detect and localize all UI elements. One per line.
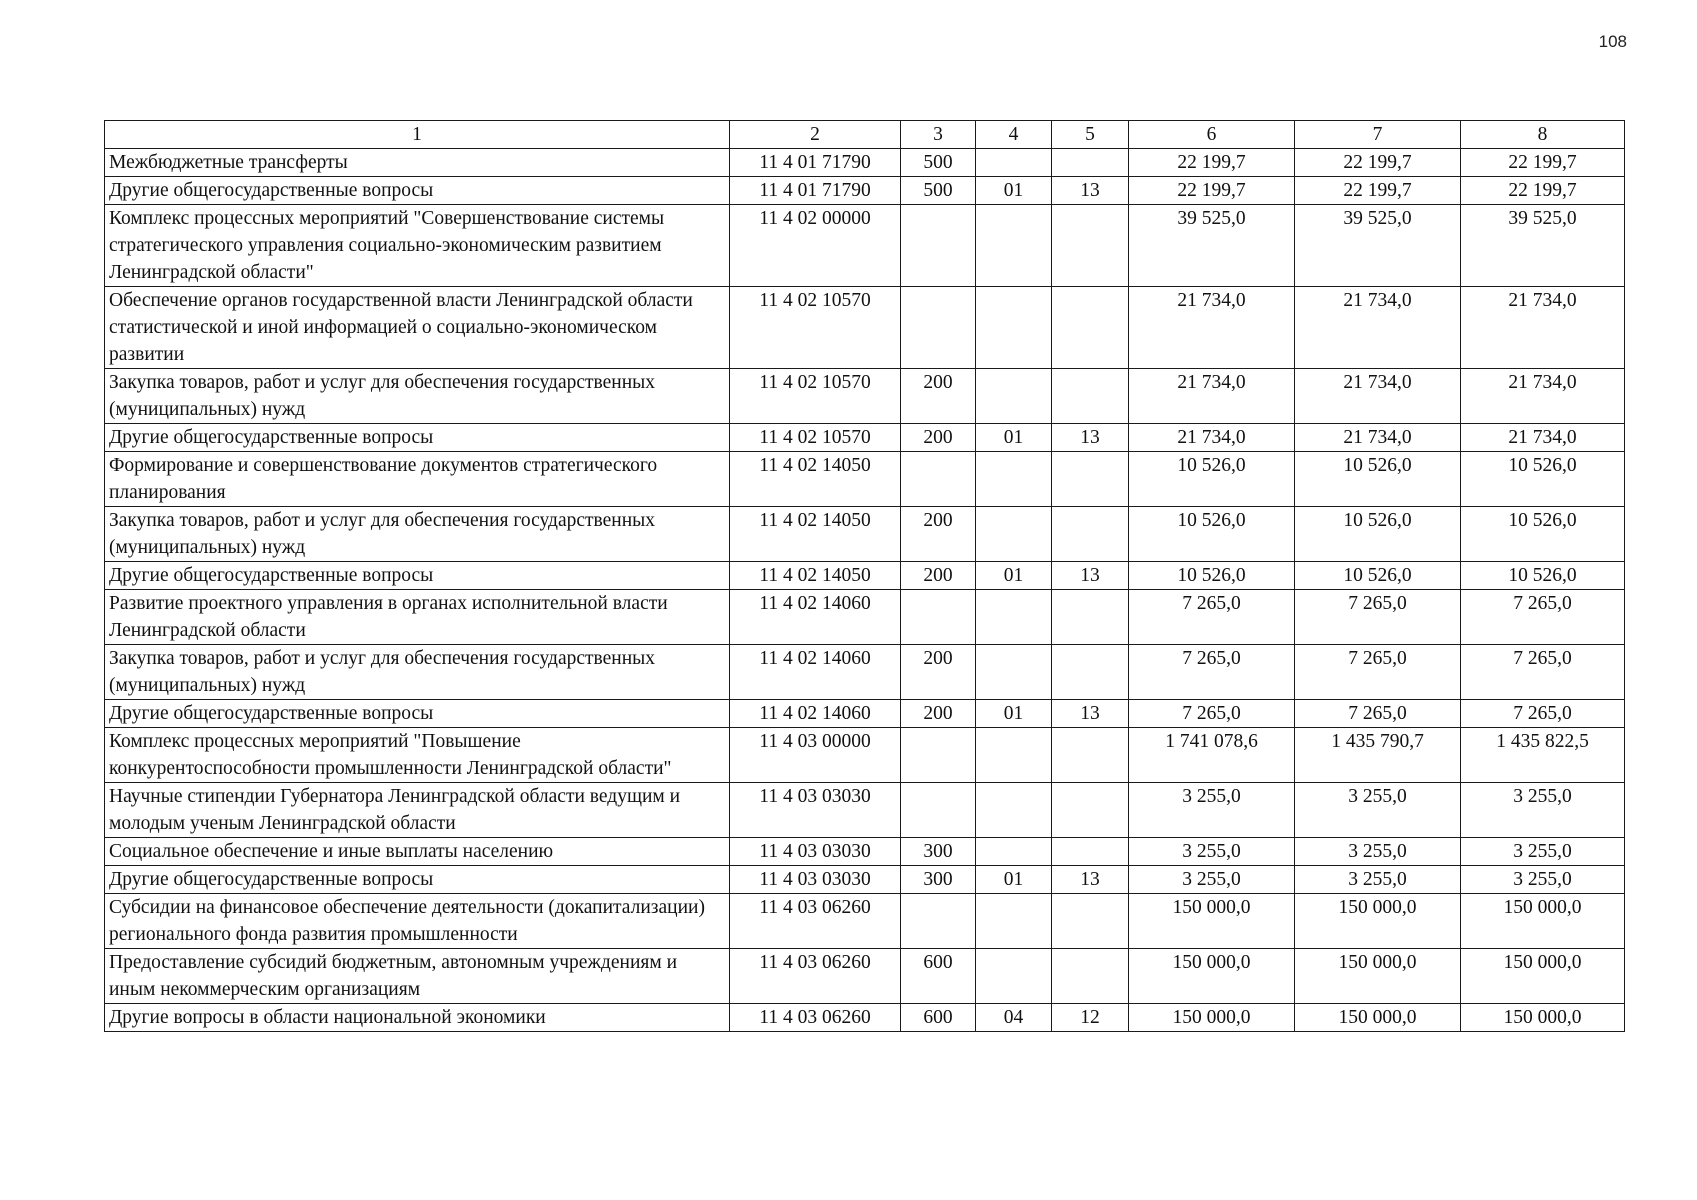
row-value-8-cell: 150 000,0 [1461, 949, 1625, 1004]
row-type-cell: 200 [901, 424, 976, 452]
row-code-cell: 11 4 01 71790 [730, 149, 901, 177]
row-subsection-cell [1052, 838, 1129, 866]
row-code-cell: 11 4 02 10570 [730, 287, 901, 369]
row-section-cell [976, 949, 1052, 1004]
row-value-7-cell: 22 199,7 [1295, 177, 1461, 205]
table-row [105, 452, 1625, 507]
row-code-cell: 11 4 03 06260 [730, 894, 901, 949]
table-row [105, 949, 1625, 1004]
row-name-cell: Межбюджетные трансферты [105, 149, 730, 177]
row-value-6-cell: 7 265,0 [1129, 645, 1295, 700]
row-value-6-cell: 22 199,7 [1129, 177, 1295, 205]
row-section-cell [976, 894, 1052, 949]
table-row [105, 700, 1625, 728]
row-value-6-cell: 3 255,0 [1129, 866, 1295, 894]
row-subsection-cell [1052, 507, 1129, 562]
row-subsection-cell: 12 [1052, 1004, 1129, 1032]
row-name-cell: Другие общегосударственные вопросы [105, 866, 730, 894]
row-value-6-cell: 7 265,0 [1129, 590, 1295, 645]
row-value-6-cell: 10 526,0 [1129, 507, 1295, 562]
row-name-cell: Комплекс процессных мероприятий "Совершенствование системы стратегического управления социально-экономическим развитием Ленинградской области" [105, 205, 730, 287]
column-header: 2 [730, 121, 901, 149]
table-row [105, 783, 1625, 838]
table-row [105, 205, 1625, 287]
table-row [105, 149, 1625, 177]
row-code-cell: 11 4 03 00000 [730, 728, 901, 783]
row-name-cell: Развитие проектного управления в органах исполнительной власти Ленинградской области [105, 590, 730, 645]
row-type-cell: 200 [901, 700, 976, 728]
row-name-cell: Научные стипендии Губернатора Ленинградской области ведущим и молодым ученым Ленинградской области [105, 783, 730, 838]
row-code-cell: 11 4 01 71790 [730, 177, 901, 205]
row-value-7-cell: 10 526,0 [1295, 507, 1461, 562]
row-value-7-cell: 7 265,0 [1295, 700, 1461, 728]
table-row [105, 728, 1625, 783]
row-section-cell [976, 369, 1052, 424]
row-value-7-cell: 3 255,0 [1295, 783, 1461, 838]
row-value-7-cell: 39 525,0 [1295, 205, 1461, 287]
row-value-6-cell: 21 734,0 [1129, 287, 1295, 369]
row-name-cell: Закупка товаров, работ и услуг для обеспечения государственных (муниципальных) нужд [105, 645, 730, 700]
row-name-cell: Обеспечение органов государственной власти Ленинградской области статистической и иной информацией о социально-экономическом развитии [105, 287, 730, 369]
table-row [105, 562, 1625, 590]
row-type-cell [901, 783, 976, 838]
row-type-cell [901, 205, 976, 287]
row-section-cell: 01 [976, 177, 1052, 205]
row-value-7-cell: 10 526,0 [1295, 452, 1461, 507]
header-row [105, 121, 1625, 149]
row-type-cell: 200 [901, 645, 976, 700]
column-header: 5 [1052, 121, 1129, 149]
table-row [105, 894, 1625, 949]
row-value-8-cell: 7 265,0 [1461, 700, 1625, 728]
row-section-cell [976, 645, 1052, 700]
column-header: 8 [1461, 121, 1625, 149]
budget-table [104, 120, 1625, 1032]
row-code-cell: 11 4 02 00000 [730, 205, 901, 287]
row-value-8-cell: 39 525,0 [1461, 205, 1625, 287]
row-value-8-cell: 21 734,0 [1461, 424, 1625, 452]
row-value-8-cell: 7 265,0 [1461, 645, 1625, 700]
row-code-cell: 11 4 03 06260 [730, 949, 901, 1004]
row-name-cell: Другие общегосударственные вопросы [105, 177, 730, 205]
row-code-cell: 11 4 02 14050 [730, 452, 901, 507]
table-body [105, 149, 1625, 1032]
table-row [105, 838, 1625, 866]
row-section-cell [976, 507, 1052, 562]
row-value-7-cell: 10 526,0 [1295, 562, 1461, 590]
row-name-cell: Субсидии на финансовое обеспечение деятельности (докапитализации) регионального фонда развития промышленности [105, 894, 730, 949]
row-subsection-cell [1052, 452, 1129, 507]
row-type-cell: 600 [901, 1004, 976, 1032]
row-type-cell: 500 [901, 149, 976, 177]
table-row [105, 424, 1625, 452]
row-value-7-cell: 7 265,0 [1295, 645, 1461, 700]
row-type-cell: 600 [901, 949, 976, 1004]
table-row [105, 369, 1625, 424]
row-subsection-cell [1052, 645, 1129, 700]
row-type-cell [901, 452, 976, 507]
row-code-cell: 11 4 02 14060 [730, 590, 901, 645]
row-code-cell: 11 4 02 10570 [730, 424, 901, 452]
row-code-cell: 11 4 03 03030 [730, 866, 901, 894]
row-subsection-cell [1052, 590, 1129, 645]
row-subsection-cell [1052, 369, 1129, 424]
row-value-8-cell: 3 255,0 [1461, 838, 1625, 866]
row-subsection-cell: 13 [1052, 177, 1129, 205]
row-type-cell: 200 [901, 369, 976, 424]
row-value-7-cell: 22 199,7 [1295, 149, 1461, 177]
row-code-cell: 11 4 03 03030 [730, 783, 901, 838]
row-value-8-cell: 1 435 822,5 [1461, 728, 1625, 783]
row-subsection-cell: 13 [1052, 700, 1129, 728]
row-value-6-cell: 150 000,0 [1129, 894, 1295, 949]
row-value-6-cell: 150 000,0 [1129, 1004, 1295, 1032]
row-name-cell: Другие общегосударственные вопросы [105, 424, 730, 452]
row-type-cell [901, 590, 976, 645]
row-subsection-cell: 13 [1052, 424, 1129, 452]
row-value-8-cell: 150 000,0 [1461, 894, 1625, 949]
table-row [105, 866, 1625, 894]
row-value-8-cell: 10 526,0 [1461, 452, 1625, 507]
row-value-7-cell: 7 265,0 [1295, 590, 1461, 645]
row-value-6-cell: 22 199,7 [1129, 149, 1295, 177]
column-header: 4 [976, 121, 1052, 149]
row-code-cell: 11 4 03 03030 [730, 838, 901, 866]
row-code-cell: 11 4 02 14050 [730, 562, 901, 590]
row-type-cell: 500 [901, 177, 976, 205]
row-name-cell: Предоставление субсидий бюджетным, автономным учреждениям и иным некоммерческим организациям [105, 949, 730, 1004]
row-value-7-cell: 3 255,0 [1295, 866, 1461, 894]
row-section-cell [976, 590, 1052, 645]
row-code-cell: 11 4 02 14060 [730, 700, 901, 728]
row-value-8-cell: 10 526,0 [1461, 507, 1625, 562]
row-value-6-cell: 10 526,0 [1129, 452, 1295, 507]
row-value-6-cell: 21 734,0 [1129, 424, 1295, 452]
row-section-cell: 01 [976, 562, 1052, 590]
row-value-6-cell: 7 265,0 [1129, 700, 1295, 728]
row-value-8-cell: 3 255,0 [1461, 866, 1625, 894]
row-value-7-cell: 21 734,0 [1295, 424, 1461, 452]
row-name-cell: Другие общегосударственные вопросы [105, 562, 730, 590]
row-name-cell: Закупка товаров, работ и услуг для обеспечения государственных (муниципальных) нужд [105, 507, 730, 562]
column-header: 7 [1295, 121, 1461, 149]
row-type-cell: 300 [901, 866, 976, 894]
row-subsection-cell [1052, 287, 1129, 369]
table-row [105, 590, 1625, 645]
row-value-8-cell: 7 265,0 [1461, 590, 1625, 645]
row-value-8-cell: 3 255,0 [1461, 783, 1625, 838]
table-row [105, 287, 1625, 369]
table-row [105, 645, 1625, 700]
table-row [105, 1004, 1625, 1032]
page-number: 108 [1598, 32, 1627, 51]
row-type-cell: 300 [901, 838, 976, 866]
row-type-cell [901, 894, 976, 949]
row-section-cell: 01 [976, 866, 1052, 894]
row-subsection-cell [1052, 149, 1129, 177]
table-row [105, 507, 1625, 562]
row-value-6-cell: 1 741 078,6 [1129, 728, 1295, 783]
row-section-cell [976, 287, 1052, 369]
row-value-8-cell: 21 734,0 [1461, 369, 1625, 424]
row-code-cell: 11 4 02 10570 [730, 369, 901, 424]
row-value-6-cell: 10 526,0 [1129, 562, 1295, 590]
row-type-cell: 200 [901, 562, 976, 590]
row-subsection-cell [1052, 894, 1129, 949]
row-subsection-cell [1052, 949, 1129, 1004]
row-value-7-cell: 1 435 790,7 [1295, 728, 1461, 783]
row-name-cell: Другие вопросы в области национальной экономики [105, 1004, 730, 1032]
row-name-cell: Закупка товаров, работ и услуг для обеспечения государственных (муниципальных) нужд [105, 369, 730, 424]
row-section-cell: 01 [976, 700, 1052, 728]
row-type-cell: 200 [901, 507, 976, 562]
row-section-cell [976, 452, 1052, 507]
row-value-7-cell: 150 000,0 [1295, 1004, 1461, 1032]
row-name-cell: Комплекс процессных мероприятий "Повышение конкурентоспособности промышленности Ленинградской области" [105, 728, 730, 783]
row-value-6-cell: 39 525,0 [1129, 205, 1295, 287]
row-subsection-cell: 13 [1052, 562, 1129, 590]
row-value-8-cell: 150 000,0 [1461, 1004, 1625, 1032]
row-value-7-cell: 3 255,0 [1295, 838, 1461, 866]
column-header: 3 [901, 121, 976, 149]
row-code-cell: 11 4 02 14060 [730, 645, 901, 700]
row-section-cell [976, 783, 1052, 838]
row-section-cell: 04 [976, 1004, 1052, 1032]
row-value-6-cell: 150 000,0 [1129, 949, 1295, 1004]
row-section-cell [976, 838, 1052, 866]
row-subsection-cell [1052, 205, 1129, 287]
row-value-6-cell: 3 255,0 [1129, 838, 1295, 866]
row-type-cell [901, 287, 976, 369]
budget-table-container [104, 120, 1624, 1032]
row-subsection-cell [1052, 728, 1129, 783]
row-name-cell: Формирование и совершенствование документов стратегического планирования [105, 452, 730, 507]
row-value-6-cell: 3 255,0 [1129, 783, 1295, 838]
row-subsection-cell: 13 [1052, 866, 1129, 894]
row-code-cell: 11 4 03 06260 [730, 1004, 901, 1032]
row-subsection-cell [1052, 783, 1129, 838]
row-value-7-cell: 21 734,0 [1295, 287, 1461, 369]
row-value-7-cell: 150 000,0 [1295, 894, 1461, 949]
row-value-8-cell: 21 734,0 [1461, 287, 1625, 369]
row-type-cell [901, 728, 976, 783]
table-row [105, 177, 1625, 205]
row-value-7-cell: 150 000,0 [1295, 949, 1461, 1004]
row-code-cell: 11 4 02 14050 [730, 507, 901, 562]
column-header: 1 [105, 121, 730, 149]
row-section-cell [976, 205, 1052, 287]
row-value-6-cell: 21 734,0 [1129, 369, 1295, 424]
column-header: 6 [1129, 121, 1295, 149]
row-section-cell [976, 728, 1052, 783]
row-name-cell: Социальное обеспечение и иные выплаты населению [105, 838, 730, 866]
row-section-cell [976, 149, 1052, 177]
row-value-7-cell: 21 734,0 [1295, 369, 1461, 424]
row-name-cell: Другие общегосударственные вопросы [105, 700, 730, 728]
row-value-8-cell: 22 199,7 [1461, 177, 1625, 205]
row-value-8-cell: 10 526,0 [1461, 562, 1625, 590]
row-value-8-cell: 22 199,7 [1461, 149, 1625, 177]
row-section-cell: 01 [976, 424, 1052, 452]
